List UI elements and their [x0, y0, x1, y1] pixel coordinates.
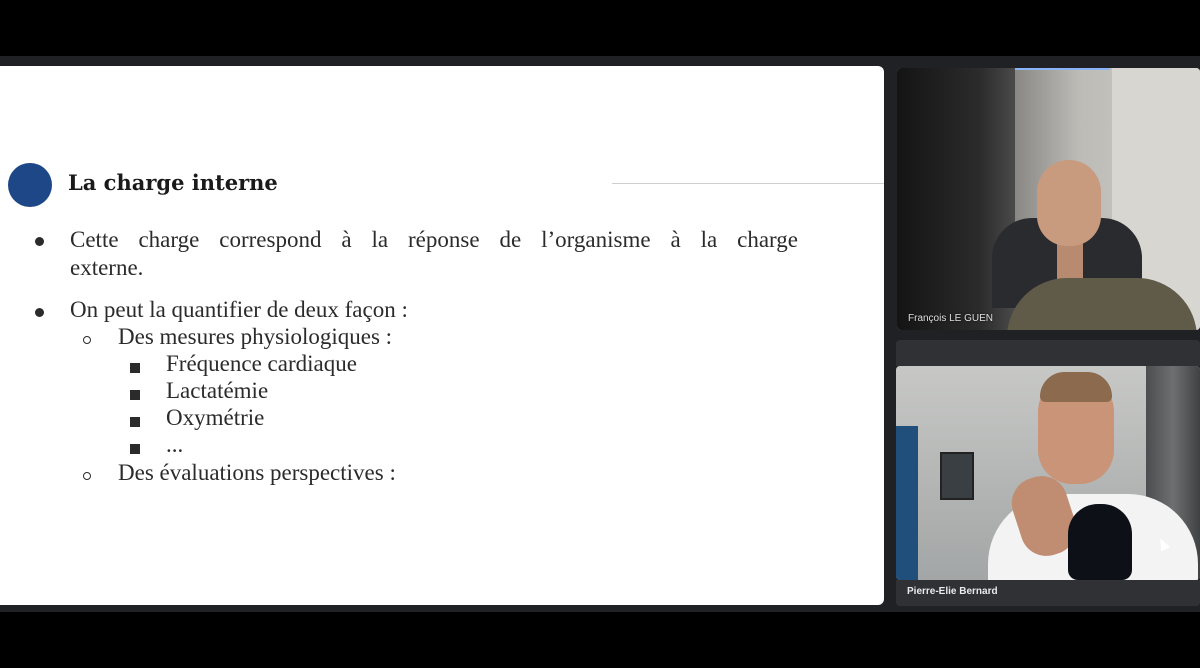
square-bullet-icon [130, 444, 140, 454]
hollow-bullet-icon [83, 336, 91, 344]
sub1-item-1: Fréquence cardiaque [166, 351, 357, 376]
title-rule [612, 183, 884, 184]
bullet-icon [35, 308, 44, 317]
bullet1-line2: externe. [70, 255, 144, 280]
participant-head [1037, 160, 1101, 246]
bullet2-text: On peut la quantifier de deux façon : [70, 297, 408, 322]
background-doorframe [896, 426, 918, 580]
wall-picture [940, 452, 974, 500]
shared-slide [0, 66, 884, 605]
sub2-text: Des évaluations perspectives : [118, 460, 396, 485]
sub1-text: Des mesures physiologiques : [118, 324, 393, 349]
participant-name-2: Pierre-Elie Bernard [907, 586, 998, 597]
participant-tile-2-header [896, 340, 1200, 366]
square-bullet-icon [130, 390, 140, 400]
title-dot-icon [8, 163, 52, 207]
participant-tile-2[interactable] [896, 366, 1200, 580]
bullet1-line1: Cette charge correspond à la réponse de l’organisme à la charge [70, 227, 798, 252]
square-bullet-icon [130, 417, 140, 427]
participant-hair [1040, 372, 1112, 402]
participant-name-1: François LE GUEN [908, 313, 994, 324]
microphone [1068, 504, 1132, 580]
slide-title: La charge interne [68, 170, 278, 195]
hollow-bullet-icon [83, 472, 91, 480]
sub1-item-3: Oxymétrie [166, 405, 265, 430]
sub1-item-2: Lactatémie [166, 378, 269, 403]
bullet-icon [35, 237, 44, 246]
sub1-item-4: ... [166, 432, 184, 457]
participant-tile-1[interactable] [897, 68, 1200, 330]
square-bullet-icon [130, 363, 140, 373]
